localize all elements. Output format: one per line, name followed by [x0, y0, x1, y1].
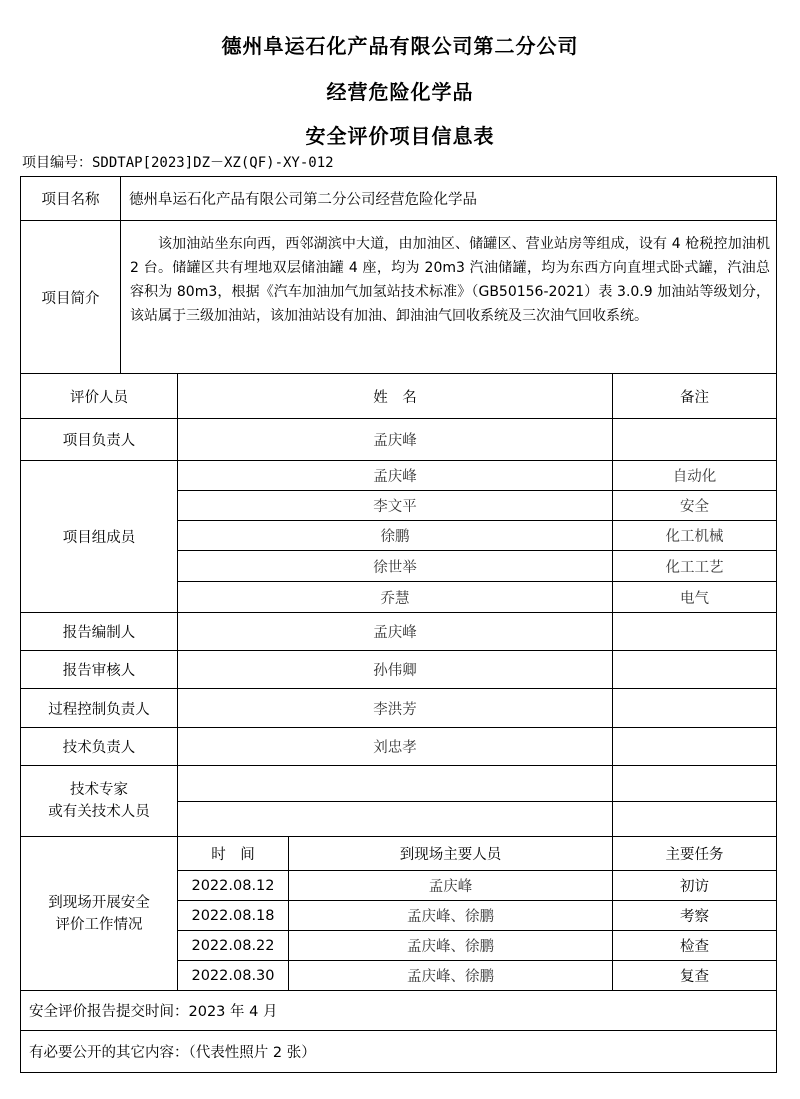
project-intro-label: 项目简介	[41, 290, 100, 307]
personnel-header-role: 评价人员	[70, 389, 128, 406]
members-label: 项目组成员	[62, 530, 136, 546]
visit-date: 2022.08.30	[191, 967, 275, 984]
site-visits-label-line1: 到现场开展安全	[48, 894, 150, 911]
project-number-label: 项目编号：	[22, 155, 92, 171]
visit-staff: 孟庆峰、徐鹏	[407, 939, 494, 955]
doc-title-line3: 安全评价项目信息表	[305, 124, 495, 148]
site-visits-label	[21, 837, 177, 990]
report-writer-name: 孟庆峰	[373, 625, 417, 641]
visit-staff: 孟庆峰、徐鹏	[407, 909, 494, 925]
tech-lead-name: 刘忠孝	[373, 740, 417, 756]
visit-task: 检查	[680, 939, 709, 955]
site-visits-label-line2: 评价工作情况	[55, 916, 143, 933]
report-reviewer-role: 报告审核人	[62, 663, 136, 679]
report-reviewer-name: 孙伟卿	[373, 663, 417, 679]
member-name: 李文平	[373, 499, 417, 515]
visit-task: 考察	[680, 909, 709, 925]
project-name-label: 项目名称	[41, 192, 100, 208]
visit-task: 初访	[680, 879, 709, 895]
leader-role: 项目负责人	[62, 433, 136, 449]
process-control-name: 李洪芳	[373, 701, 417, 718]
project-number	[22, 152, 334, 172]
member-note: 化工机械	[665, 529, 724, 545]
site-visits-header-task: 主要任务	[665, 847, 724, 863]
other-content: 有必要公开的其它内容：（代表性照片 2 张）	[29, 1045, 316, 1061]
member-name: 徐世举	[373, 559, 417, 576]
visit-staff: 孟庆峰、徐鹏	[407, 969, 494, 985]
process-control-role: 过程控制负责人	[48, 701, 150, 718]
visit-staff: 孟庆峰	[428, 879, 473, 895]
experts-role-line2: 或有关技术人员	[48, 804, 150, 820]
member-note: 化工工艺	[665, 559, 724, 576]
site-visits-header-time: 时 间	[211, 847, 255, 863]
tech-lead-role: 技术负责人	[62, 740, 136, 756]
experts-role-line1: 技术专家	[70, 782, 128, 798]
personnel-header-note: 备注	[680, 389, 709, 406]
report-writer-role: 报告编制人	[62, 625, 136, 641]
leader-name: 孟庆峰	[373, 433, 417, 449]
doc-title-line2: 经营危险化学品	[326, 80, 474, 104]
site-visits-header-staff: 到现场主要人员	[399, 847, 502, 863]
visit-date: 2022.08.12	[191, 877, 275, 894]
visit-date: 2022.08.22	[191, 937, 275, 954]
project-intro-text: 该加油站坐东向西，西邻湖滨中大道，由加油区、储罐区、营业站房等组成，设有 4 枪税控加油机 2 台。储罐区共有埋地双层储油罐 4 座，均为 20m3 汽油储罐，均为东西方向直埋式卧式罐，汽油总容积为 80m3，根据《汽车加油加气加氢站技术标准》（GB50156-2021）表 3.0.9 加油站等级划分，该站属于三级加油站，该加油站设有加油、卸油油气回收系统及三次油气回收系统。	[130, 236, 771, 324]
member-name: 徐鹏	[380, 529, 410, 545]
submit-time: 安全评价报告提交时间：2023 年 4 月	[29, 1004, 278, 1020]
member-name: 孟庆峰	[373, 469, 417, 485]
member-note: 电气	[680, 590, 709, 607]
member-note: 自动化	[672, 469, 717, 485]
member-name: 乔慧	[380, 590, 410, 607]
project-number-value: SDDTAP[2023]DZ－XZ(QF)-XY-012	[92, 155, 334, 171]
visit-task: 复查	[680, 969, 709, 985]
personnel-header-name: 姓 名	[373, 389, 417, 406]
project-name-value: 德州阜运石化产品有限公司第二分公司经营危险化学品	[129, 192, 477, 208]
member-note: 安全	[680, 499, 709, 515]
experts-role	[21, 766, 177, 836]
doc-title-line1: 德州阜运石化产品有限公司第二分公司	[221, 34, 579, 58]
visit-date: 2022.08.18	[191, 907, 275, 924]
